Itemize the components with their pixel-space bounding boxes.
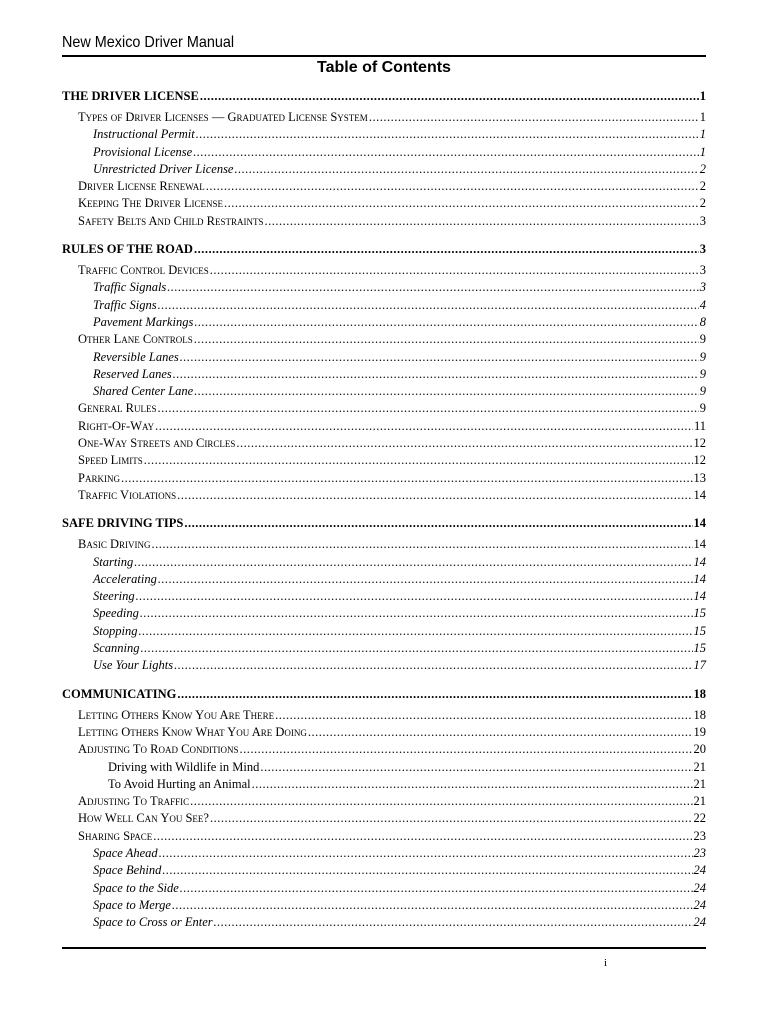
- toc-entry-page: 22: [693, 811, 706, 826]
- toc-entry-page: 2: [699, 179, 706, 194]
- toc-entry[interactable]: [62, 331, 706, 348]
- toc-entry-label: Use Your Lights: [93, 658, 174, 673]
- toc-entry-label: Space to Merge: [93, 897, 171, 912]
- toc-entry-page: 14: [693, 487, 706, 502]
- section-spacer: [62, 675, 706, 682]
- toc-entry-label: Adjusting To Traffic: [78, 794, 190, 809]
- dot-leader: [121, 470, 693, 487]
- toc-entry[interactable]: [62, 897, 706, 914]
- dot-leader: [167, 279, 698, 296]
- header-rule: [62, 55, 706, 57]
- toc-entry-page: 18: [693, 686, 706, 701]
- toc-entry-page: 1: [699, 89, 706, 103]
- toc-entry[interactable]: [62, 845, 706, 862]
- toc-section-heading[interactable]: [62, 682, 706, 707]
- toc-section-heading[interactable]: [62, 511, 706, 536]
- toc-entry[interactable]: [62, 297, 706, 314]
- dot-leader: [155, 418, 693, 435]
- toc-entry-page: 23: [693, 845, 706, 860]
- toc-entry[interactable]: [62, 452, 706, 469]
- toc-entry[interactable]: [62, 571, 706, 588]
- page-title: Table of Contents: [317, 59, 451, 76]
- toc-entry-label: Letting Others Know You Are There: [78, 707, 275, 722]
- dot-leader: [275, 707, 692, 724]
- dot-leader: [239, 741, 692, 758]
- dot-leader: [194, 383, 699, 400]
- toc-entry-page: 3: [699, 280, 706, 295]
- dot-leader: [158, 571, 693, 588]
- section-spacer: [62, 230, 706, 237]
- toc-entry-label: Provisional License: [93, 144, 193, 159]
- toc-entry-page: 17: [693, 658, 706, 673]
- toc-entry-label: General Rules: [78, 401, 157, 416]
- toc-entry[interactable]: [62, 195, 706, 212]
- toc-entry-page: 14: [693, 571, 706, 586]
- dot-leader: [200, 84, 699, 109]
- toc-entry-label: THE DRIVER LICENSE: [62, 89, 199, 103]
- dot-leader: [260, 759, 692, 776]
- dot-leader: [194, 237, 699, 262]
- toc-entry[interactable]: [62, 707, 706, 724]
- dot-leader: [140, 605, 693, 622]
- toc-entry-label: Safety Belts And Child Restraints: [78, 213, 264, 228]
- toc-entry-label: Driver License Renewal: [78, 179, 205, 194]
- dot-leader: [174, 657, 692, 674]
- toc-entry[interactable]: [62, 279, 706, 296]
- toc-section-heading[interactable]: [62, 237, 706, 262]
- toc-entry[interactable]: [62, 262, 706, 279]
- toc-entry-page: 9: [699, 332, 706, 347]
- dot-leader: [157, 400, 698, 417]
- toc-entry[interactable]: [62, 435, 706, 452]
- toc-entry-page: 18: [693, 707, 706, 722]
- dot-leader: [153, 828, 692, 845]
- toc-entry[interactable]: [62, 314, 706, 331]
- dot-leader: [184, 511, 692, 536]
- toc-entry-page: 2: [699, 196, 706, 211]
- dot-leader: [172, 897, 693, 914]
- toc-entry[interactable]: [62, 400, 706, 417]
- toc-entry[interactable]: [62, 178, 706, 195]
- toc-entry[interactable]: [62, 759, 706, 776]
- toc-entry[interactable]: [62, 828, 706, 845]
- toc-entry[interactable]: [62, 623, 706, 640]
- toc-entry-label: Reversible Lanes: [93, 349, 179, 364]
- toc-entry-label: Shared Center Lane: [93, 384, 194, 399]
- toc-entry-page: 14: [693, 537, 706, 552]
- toc-entry-page: 9: [699, 366, 706, 381]
- dot-leader: [152, 536, 693, 553]
- toc-entry-page: 14: [693, 554, 706, 569]
- toc-entry-label: Pavement Markings: [93, 314, 194, 329]
- toc-entry[interactable]: [62, 487, 706, 504]
- toc-entry-page: 15: [693, 641, 706, 656]
- toc-entry[interactable]: [62, 724, 706, 741]
- toc-entry-page: 21: [693, 794, 706, 809]
- dot-leader: [158, 297, 699, 314]
- toc-entry-page: 24: [693, 915, 706, 930]
- toc-entry-page: 24: [693, 880, 706, 895]
- toc-entry-page: 15: [693, 606, 706, 621]
- toc-entry-label: Parking: [78, 470, 120, 485]
- toc-entry[interactable]: [62, 793, 706, 810]
- toc-entry-page: 9: [699, 349, 706, 364]
- toc-entry[interactable]: [62, 161, 706, 178]
- toc-entry-label: How Well Can You See?: [78, 811, 209, 826]
- toc-entry-label: Traffic Signals: [93, 280, 167, 295]
- dot-leader: [193, 144, 699, 161]
- toc-entry-page: 21: [693, 776, 706, 791]
- toc-entry-label: RULES OF THE ROAD: [62, 242, 193, 257]
- section-spacer: [62, 504, 706, 511]
- toc-entry-label: Accelerating: [93, 571, 157, 586]
- toc-entry-label: To Avoid Hurting an Animal: [108, 776, 251, 791]
- toc-entry[interactable]: [62, 144, 706, 161]
- dot-leader: [234, 161, 698, 178]
- dot-leader: [190, 793, 692, 810]
- toc-entry-label: Speeding: [93, 606, 139, 621]
- toc-entry-label: Letting Others Know What You Are Doing: [78, 724, 307, 739]
- toc-entry-page: 3: [699, 263, 706, 278]
- dot-leader: [144, 452, 693, 469]
- dot-leader: [180, 880, 693, 897]
- running-header: New Mexico Driver Manual: [62, 34, 235, 51]
- toc-entry[interactable]: [62, 470, 706, 487]
- table-of-contents: [62, 84, 706, 931]
- dot-leader: [159, 845, 693, 862]
- dot-leader: [210, 262, 699, 279]
- toc-entry-label: Driving with Wildlife in Mind: [108, 759, 260, 774]
- toc-entry-page: 24: [693, 863, 706, 878]
- toc-entry-label: Space Ahead: [93, 845, 158, 860]
- toc-entry-label: Space Behind: [93, 863, 162, 878]
- toc-entry-page: 24: [693, 897, 706, 912]
- footer-rule: [62, 947, 706, 949]
- dot-leader: [173, 366, 699, 383]
- toc-entry-page: 13: [693, 470, 706, 485]
- toc-entry[interactable]: [62, 880, 706, 897]
- dot-leader: [252, 776, 693, 793]
- dot-leader: [162, 862, 692, 879]
- toc-entry[interactable]: [62, 605, 706, 622]
- dot-leader: [369, 109, 699, 126]
- toc-entry-page: 14: [693, 516, 706, 531]
- dot-leader: [138, 623, 692, 640]
- toc-entry[interactable]: [62, 776, 706, 793]
- dot-leader: [177, 682, 692, 707]
- toc-entry-page: 21: [693, 759, 706, 774]
- toc-entry-label: Traffic Violations: [78, 487, 177, 502]
- toc-entry[interactable]: [62, 810, 706, 827]
- toc-entry-label: Types of Driver Licenses — Graduated License System: [78, 110, 368, 124]
- page-number: i: [604, 957, 608, 969]
- toc-entry-label: Sharing Space: [78, 828, 153, 843]
- dot-leader: [224, 195, 699, 212]
- toc-entry-label: Instructional Permit: [93, 127, 195, 142]
- dot-leader: [308, 724, 693, 741]
- toc-entry-label: One-Way Streets and Circles: [78, 436, 236, 451]
- toc-entry-label: COMMUNICATING: [62, 686, 177, 701]
- toc-entry[interactable]: [62, 383, 706, 400]
- toc-entry-page: 1: [699, 144, 706, 159]
- dot-leader: [194, 314, 698, 331]
- toc-entry-page: 12: [693, 453, 706, 468]
- toc-entry-label: Steering: [93, 589, 135, 604]
- toc-entry[interactable]: [62, 741, 706, 758]
- dot-leader: [141, 640, 693, 657]
- toc-entry-page: 8: [699, 314, 706, 329]
- toc-entry-page: 3: [699, 213, 706, 228]
- toc-entry-label: Other Lane Controls: [78, 332, 193, 347]
- dot-leader: [206, 178, 699, 195]
- toc-entry-page: 9: [699, 384, 706, 399]
- toc-entry-page: 3: [699, 242, 706, 257]
- toc-entry-label: Basic Driving: [78, 537, 151, 552]
- dot-leader: [264, 213, 698, 230]
- toc-entry-label: Traffic Signs: [93, 297, 157, 312]
- toc-entry-page: 12: [693, 436, 706, 451]
- toc-entry[interactable]: [62, 536, 706, 553]
- dot-leader: [180, 349, 699, 366]
- toc-entry[interactable]: [62, 862, 706, 879]
- toc-entry-page: 2: [699, 161, 706, 176]
- toc-entry[interactable]: [62, 914, 706, 931]
- toc-entry[interactable]: [62, 657, 706, 674]
- toc-entry-page: 9: [699, 401, 706, 416]
- toc-entry-label: Scanning: [93, 641, 140, 656]
- toc-entry[interactable]: [62, 588, 706, 605]
- dot-leader: [134, 554, 692, 571]
- toc-entry-page: 14: [693, 589, 706, 604]
- toc-entry-page: 20: [693, 742, 706, 757]
- toc-entry-label: SAFE DRIVING TIPS: [62, 516, 184, 531]
- toc-entry[interactable]: [62, 418, 706, 435]
- toc-entry-label: Space to the Side: [93, 880, 179, 895]
- toc-entry-label: Traffic Control Devices: [78, 263, 209, 278]
- dot-leader: [194, 331, 699, 348]
- dot-leader: [214, 914, 693, 931]
- toc-entry[interactable]: [62, 213, 706, 230]
- toc-entry-label: Unrestricted Driver License: [93, 161, 234, 176]
- toc-entry[interactable]: [62, 554, 706, 571]
- toc-entry-page: 1: [699, 127, 706, 142]
- toc-entry-page: 11: [693, 418, 706, 433]
- toc-entry[interactable]: [62, 366, 706, 383]
- dot-leader: [210, 810, 693, 827]
- dot-leader: [177, 487, 692, 504]
- toc-entry-page: 1: [699, 110, 706, 124]
- toc-entry-label: Starting: [93, 554, 134, 569]
- toc-entry-page: 4: [699, 297, 706, 312]
- toc-entry-label: Speed Limits: [78, 453, 143, 468]
- toc-entry[interactable]: [62, 349, 706, 366]
- toc-entry-label: Space to Cross or Enter: [93, 915, 213, 930]
- toc-entry-page: 15: [693, 623, 706, 638]
- toc-entry[interactable]: [62, 640, 706, 657]
- toc-entry[interactable]: [62, 126, 706, 143]
- toc-entry-label: Reserved Lanes: [93, 366, 172, 381]
- toc-entry-label: Keeping The Driver License: [78, 196, 223, 211]
- dot-leader: [136, 588, 693, 605]
- toc-entry-page: 23: [693, 828, 706, 843]
- toc-entry-label: Adjusting To Road Conditions: [78, 742, 239, 757]
- toc-entry-page: 19: [693, 724, 706, 739]
- toc-entry[interactable]: [62, 109, 706, 126]
- toc-section-heading[interactable]: [62, 84, 706, 109]
- toc-entry-label: Stopping: [93, 623, 138, 638]
- dot-leader: [196, 126, 699, 143]
- dot-leader: [236, 435, 692, 452]
- toc-entry-label: Right-Of-Way: [78, 418, 155, 433]
